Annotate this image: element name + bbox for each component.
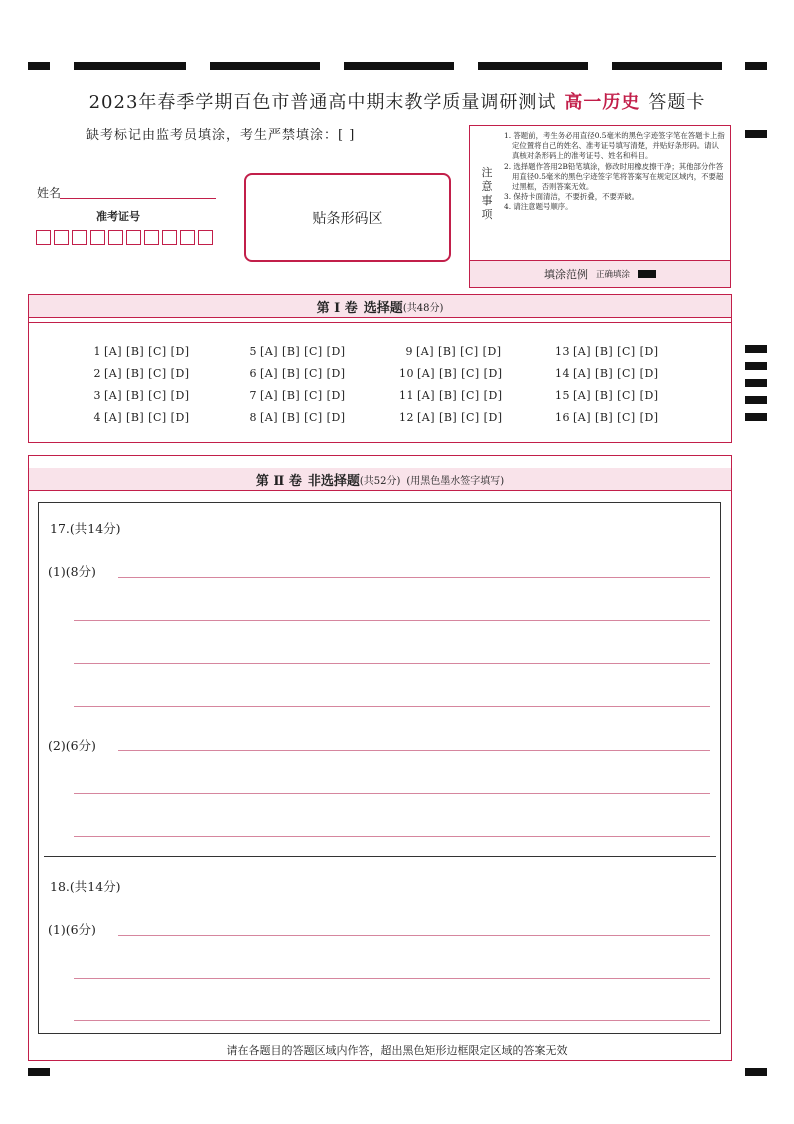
section1-title: 选择题 — [363, 300, 403, 316]
name-label: 姓名 — [37, 186, 62, 200]
section2-header — [29, 468, 731, 491]
timing-mark — [74, 62, 186, 70]
choice-options[interactable]: [A] [B] [C] [D] — [417, 411, 503, 424]
choice-question[interactable] — [87, 345, 190, 358]
timing-mark — [28, 62, 50, 70]
page-title — [0, 88, 794, 114]
choice-question[interactable] — [555, 345, 659, 358]
card-name: 答题卡 — [648, 92, 706, 113]
answer-line[interactable] — [74, 793, 710, 794]
choice-options[interactable]: [A] [B] [C] [D] — [104, 389, 190, 402]
answer-line[interactable] — [118, 577, 710, 578]
timing-mark — [478, 62, 588, 70]
exam-id-box[interactable] — [90, 230, 105, 245]
choice-number: 2 — [93, 367, 101, 380]
timing-mark — [612, 62, 722, 70]
fill-example-label: 填涂范例 — [543, 268, 588, 281]
choice-question[interactable] — [243, 367, 346, 380]
choice-number: 4 — [93, 411, 101, 424]
timing-mark — [344, 62, 454, 70]
choice-options[interactable]: [A] [B] [C] [D] — [260, 367, 346, 380]
choice-question[interactable] — [243, 345, 346, 358]
choice-question[interactable] — [87, 389, 190, 402]
notice-box — [469, 125, 731, 288]
question-18-header: 18.(共14分) — [50, 879, 121, 894]
answer-line[interactable] — [74, 978, 710, 979]
question-17-header: 17.(共14分) — [50, 521, 121, 536]
choice-number: 14 — [555, 367, 570, 380]
choice-options[interactable]: [A] [B] [C] [D] — [573, 411, 659, 424]
choice-question[interactable] — [399, 389, 503, 402]
exam-id-label: 准考证号 — [96, 210, 140, 223]
timing-mark — [745, 62, 767, 70]
choice-number: 12 — [399, 411, 414, 424]
choice-options[interactable]: [A] [B] [C] [D] — [260, 411, 346, 424]
correct-fill-label: 正确填涂 — [595, 270, 630, 280]
choice-number: 6 — [249, 367, 257, 380]
timing-mark — [745, 345, 767, 353]
choice-options[interactable]: [A] [B] [C] [D] — [104, 411, 190, 424]
timing-mark — [745, 413, 767, 421]
choice-options[interactable]: [A] [B] [C] [D] — [104, 367, 190, 380]
choice-number: 8 — [249, 411, 257, 424]
name-field[interactable] — [60, 198, 216, 199]
divider — [29, 322, 731, 323]
timing-mark — [745, 1068, 767, 1076]
exam-id-box[interactable] — [198, 230, 213, 245]
choice-number: 7 — [249, 389, 257, 402]
exam-id-box[interactable] — [126, 230, 141, 245]
section1-score: (共48分) — [402, 302, 444, 314]
choice-options[interactable]: [A] [B] [C] [D] — [260, 389, 346, 402]
choice-number: 3 — [93, 389, 101, 402]
section2-score: (共52分) — [359, 475, 401, 487]
answer-line[interactable] — [118, 935, 710, 936]
answer-line[interactable] — [118, 750, 710, 751]
answer-line[interactable] — [74, 620, 710, 621]
choice-number: 16 — [555, 411, 570, 424]
choice-number: 15 — [555, 389, 570, 402]
notice-item: 3. 保持卡面清洁，不要折叠，不要弄破。 — [504, 192, 640, 202]
question-18-1-label: (1)(6分) — [48, 922, 96, 937]
choice-number: 10 — [399, 367, 414, 380]
timing-mark — [745, 362, 767, 370]
notice-items — [504, 131, 726, 213]
choice-options[interactable]: [A] [B] [C] [D] — [417, 389, 503, 402]
subject-name: 高一历史 — [564, 92, 641, 113]
choice-options[interactable]: [A] [B] [C] [D] — [573, 345, 659, 358]
choice-question[interactable] — [555, 411, 659, 424]
choice-number: 1 — [93, 345, 101, 358]
section2-note: (用黑色墨水签字填写) — [406, 475, 505, 487]
choice-number: 11 — [399, 389, 414, 402]
section1-juan: 第 Ⅰ 卷 — [316, 300, 358, 316]
choice-options[interactable]: [A] [B] [C] [D] — [104, 345, 190, 358]
choice-question[interactable] — [555, 367, 659, 380]
choice-options[interactable]: [A] [B] [C] [D] — [417, 367, 503, 380]
choice-question[interactable] — [87, 411, 190, 424]
timing-mark — [745, 396, 767, 404]
choice-question[interactable] — [399, 345, 502, 358]
question-17-1-label: (1)(8分) — [48, 564, 96, 579]
exam-id-box[interactable] — [54, 230, 69, 245]
timing-mark — [210, 62, 320, 70]
choice-number: 5 — [249, 345, 257, 358]
section-choice — [28, 294, 732, 443]
choice-options[interactable]: [A] [B] [C] [D] — [260, 345, 346, 358]
notice-item: 4. 请注意题号顺序。 — [504, 202, 573, 212]
section1-header — [29, 295, 731, 318]
exam-id-box[interactable] — [72, 230, 87, 245]
choice-options[interactable]: [A] [B] [C] [D] — [573, 367, 659, 380]
barcode-label: 贴条形码区 — [312, 210, 383, 227]
notice-title: 注意事项 — [481, 166, 493, 221]
question-17-2-label: (2)(6分) — [48, 738, 96, 753]
choice-question[interactable] — [243, 389, 346, 402]
answer-box[interactable] — [38, 502, 721, 1034]
timing-mark — [28, 1068, 50, 1076]
exam-id-box[interactable] — [144, 230, 159, 245]
exam-id-boxes[interactable] — [36, 230, 213, 245]
section2-title: 非选择题 — [307, 473, 360, 489]
notice-item: 1. 答题前，考生务必用直径0.5毫米的黑色字迹签字笔在答题卡上指定位置将自己的姓名、准考证号填写清楚，并贴好条形码。请认真核对条形码上的准考证号、姓名和科目。 — [504, 131, 725, 161]
timing-mark — [745, 379, 767, 387]
absent-mark-instruction: 缺考标记由监考员填涂，考生严禁填涂：[ ] — [86, 128, 356, 143]
choice-question[interactable] — [555, 389, 659, 402]
choice-question[interactable] — [399, 367, 503, 380]
choice-question[interactable] — [399, 411, 503, 424]
exam-id-box[interactable] — [36, 230, 51, 245]
filled-mark-sample — [638, 270, 656, 278]
barcode-area — [244, 173, 451, 262]
answer-line[interactable] — [74, 836, 710, 837]
choice-question[interactable] — [87, 367, 190, 380]
timing-mark — [745, 130, 767, 138]
choice-number: 9 — [405, 345, 413, 358]
notice-item: 2. 选择题作答用2B铅笔填涂，修改时用橡皮擦干净；其他部分作答用直径0.5毫米的黑色字迹签字笔将答案写在规定区域内，不要超过黑框，否则答案无效。 — [504, 161, 724, 192]
answer-line[interactable] — [74, 663, 710, 664]
choice-number: 13 — [555, 345, 570, 358]
section2-juan: 第 Ⅱ 卷 — [255, 473, 302, 489]
answer-line[interactable] — [74, 1020, 710, 1021]
exam-id-box[interactable] — [162, 230, 177, 245]
choice-options[interactable]: [A] [B] [C] [D] — [573, 389, 659, 402]
question-divider — [44, 856, 716, 857]
fill-example — [470, 260, 730, 287]
choice-question[interactable] — [243, 411, 346, 424]
answer-line[interactable] — [74, 706, 710, 707]
choice-options[interactable]: [A] [B] [C] [D] — [416, 345, 502, 358]
exam-id-box[interactable] — [180, 230, 195, 245]
exam-id-box[interactable] — [108, 230, 123, 245]
footer-note: 请在各题目的答题区域内作答，超出黑色矩形边框限定区域的答案无效 — [226, 1044, 568, 1057]
title-main: 2023年春季学期百色市普通高中期末教学质量调研测试 — [88, 92, 557, 113]
